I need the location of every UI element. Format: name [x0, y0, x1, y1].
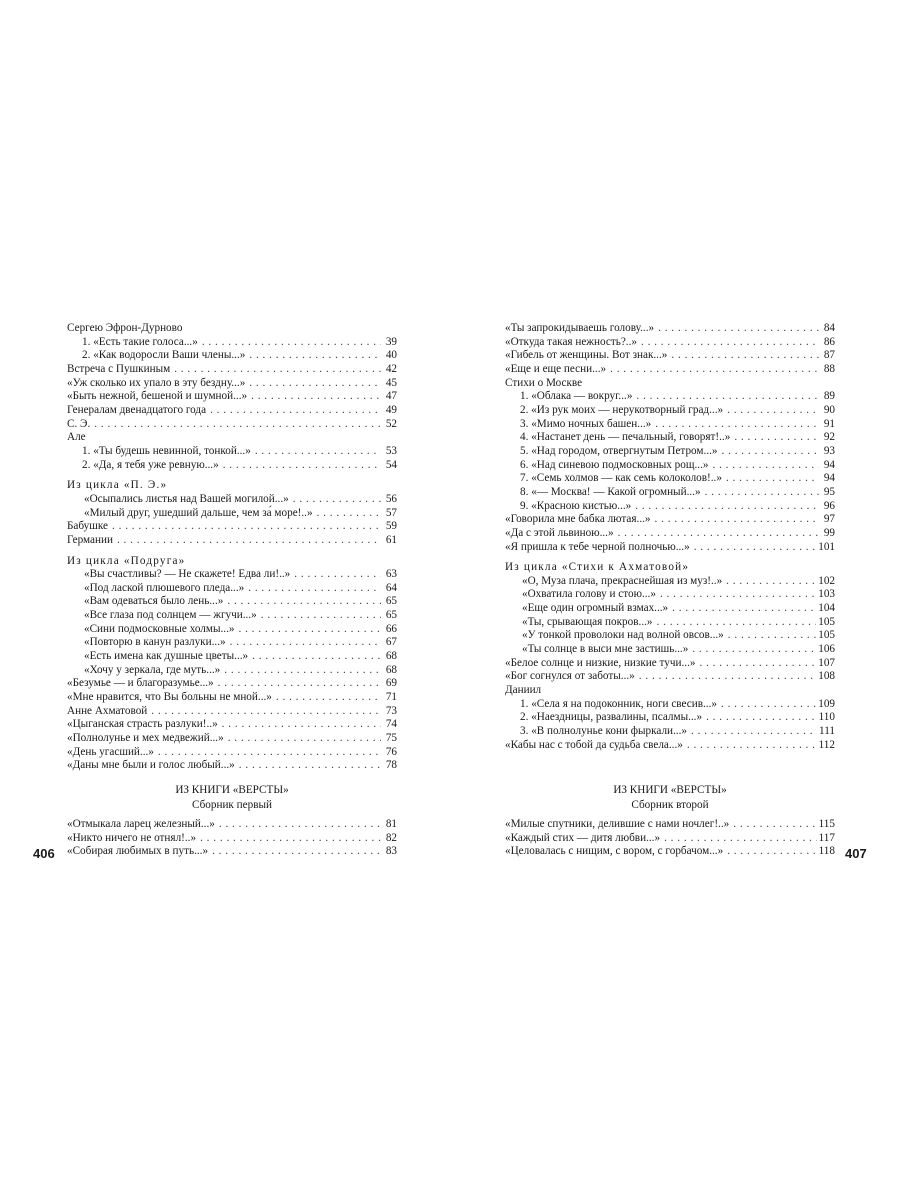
- entry-page-number: 81: [385, 818, 397, 830]
- entry-title: 2. «Как водоросли Ваши члены...»: [82, 349, 246, 362]
- dot-leader: [222, 718, 381, 732]
- entry-page-number: 54: [385, 458, 397, 471]
- cycle-heading: Из цикла «Подруга»: [67, 554, 186, 567]
- book-title: ИЗ КНИГИ «ВЕРСТЫ»: [613, 784, 727, 796]
- toc-entry: [67, 445, 397, 459]
- entry-title: 4. «Настанет день — печальный, говорят!..»: [520, 431, 731, 444]
- dot-leader: [218, 677, 381, 691]
- toc-entry: [505, 643, 835, 657]
- toc-entry: [67, 677, 397, 691]
- entry-page-number: 118: [818, 845, 835, 858]
- dot-leader: [249, 377, 381, 391]
- entry-page-number: 82: [385, 831, 397, 844]
- toc-entry: [67, 623, 397, 637]
- toc-entry: [505, 363, 835, 377]
- entry-title: «Откуда такая нежность?..»: [505, 335, 637, 348]
- entry-title: 3. «В полнолунье кони фыркали...»: [520, 725, 687, 738]
- entry-title: 1. «Ты будешь невинной, тонкой...»: [82, 444, 251, 457]
- toc-entry: [67, 459, 397, 473]
- entry-title: 2. «Да, я тебя уже ревную...»: [82, 458, 219, 471]
- entry-page-number: 90: [823, 403, 835, 416]
- entry-page-number: 87: [823, 349, 835, 362]
- page-number-left: 406: [33, 846, 55, 861]
- entry-page-number: 57: [385, 506, 397, 519]
- entry-title: 2. «Наездницы, развалины, псалмы...»: [520, 711, 703, 724]
- entry-title: «Целовалась с нищим, с вором, с горбачом...»: [505, 845, 724, 858]
- toc-entry: [67, 418, 397, 432]
- entry-page-number: 96: [823, 499, 835, 512]
- entry-page-number: 69: [385, 677, 397, 690]
- entry-page-number: 65: [385, 609, 397, 622]
- dot-leader: [635, 500, 819, 514]
- entry-page-number: 84: [823, 322, 835, 334]
- entry-title: «Охватила голову и стою...»: [522, 588, 656, 601]
- entry-title: 1. «Облака — вокруг...»: [520, 390, 633, 403]
- dot-leader: [293, 493, 381, 507]
- entry-page-number: 107: [818, 656, 835, 669]
- toc-entry: [67, 759, 397, 773]
- toc-entry: [67, 595, 397, 609]
- dot-leader: [658, 322, 819, 336]
- entry-page-number: 63: [385, 568, 397, 581]
- entry-title: 9. «Красною кистью...»: [520, 499, 632, 512]
- dot-leader: [657, 616, 817, 630]
- entry-title: «О, Муза плача, прекраснейшая из муз!..»: [522, 574, 723, 587]
- entry-page-number: 102: [818, 574, 835, 587]
- entry-page-number: 64: [385, 581, 397, 594]
- entry-title: «Есть имена как душные цветы...»: [84, 650, 249, 663]
- entry-title: 7. «Семь холмов — как семь колоколов!..»: [520, 472, 722, 485]
- toc-entry: [67, 691, 397, 705]
- toc-entry: [505, 845, 835, 859]
- toc-entry: [505, 575, 835, 589]
- entry-page-number: 104: [818, 602, 835, 615]
- dot-leader: [726, 575, 816, 589]
- toc-entry: [67, 650, 397, 664]
- book-title: ИЗ КНИГИ «ВЕРСТЫ»: [175, 784, 289, 796]
- entry-page-number: 73: [385, 704, 397, 717]
- entry-page-number: 117: [818, 831, 835, 844]
- entry-page-number: 42: [385, 362, 397, 375]
- entry-title: Анне Ахматовой: [67, 704, 148, 717]
- entry-page-number: 110: [818, 711, 835, 724]
- toc-entry: [505, 541, 835, 555]
- entry-title: «Цыганская страсть разлуки!..»: [67, 718, 218, 731]
- dot-leader: [227, 595, 381, 609]
- entry-title: «Под лаской плюшевого пледа...»: [84, 581, 245, 594]
- dot-leader: [699, 657, 816, 671]
- toc-entry: [67, 390, 397, 404]
- toc-entry: [505, 725, 835, 739]
- entry-title: «Вам одеваться было лень...»: [84, 595, 224, 608]
- dot-leader: [618, 527, 819, 541]
- toc-entry: [67, 609, 397, 623]
- toc-entry: [505, 500, 835, 514]
- entry-title: «Сини подмосковные холмы...»: [84, 622, 235, 635]
- dot-leader: [712, 459, 819, 473]
- toc-entry: [505, 486, 835, 500]
- left-book-entries: [67, 818, 397, 859]
- right-toc-column: [505, 322, 835, 752]
- entry-page-number: 86: [823, 335, 835, 348]
- toc-entry: [67, 568, 397, 582]
- entry-title: «Безумье — и благоразумье...»: [67, 677, 214, 690]
- entry-page-number: 111: [819, 725, 835, 738]
- entry-title: «Белое солнце и низкие, низкие тучи...»: [505, 656, 696, 669]
- book-subtitle: Сборник первый: [191, 799, 273, 811]
- section-heading: Сергею Эфрон-Дурново: [67, 322, 183, 334]
- toc-entry: [505, 711, 835, 725]
- toc-entry: [67, 377, 397, 391]
- entry-title: «Никто ничего не отнял!..»: [67, 831, 197, 844]
- entry-page-number: 67: [385, 636, 397, 649]
- dot-leader: [94, 418, 381, 432]
- toc-entry: [505, 322, 835, 336]
- entry-title: 2. «Из рук моих — нерукотворный град...»: [520, 403, 724, 416]
- entry-title: «Еще и еще песни...»: [505, 362, 607, 375]
- dot-leader: [261, 609, 381, 623]
- dot-leader: [687, 739, 817, 753]
- toc-entry: [67, 832, 397, 846]
- dot-leader: [219, 818, 381, 832]
- dot-leader: [639, 670, 816, 684]
- dot-leader: [727, 845, 816, 859]
- dot-leader: [200, 832, 381, 846]
- entry-page-number: 71: [385, 691, 397, 704]
- entry-page-number: 101: [818, 540, 835, 553]
- dot-leader: [692, 643, 816, 657]
- entry-title: 1. «Села я на подоконник, ноги свесив...»: [520, 697, 717, 710]
- entry-page-number: 109: [818, 697, 835, 710]
- dot-leader: [228, 732, 381, 746]
- entry-title: «У тонкой проволоки над волной овсов...»: [522, 629, 724, 642]
- entry-page-number: 65: [385, 595, 397, 608]
- entry-page-number: 94: [823, 472, 835, 485]
- entry-page-number: 88: [823, 362, 835, 375]
- entry-title: «Все глаза под солнцем — жгучи...»: [84, 609, 257, 622]
- section-spacer: [67, 548, 397, 555]
- entry-title: «Каждый стих — дитя любви...»: [505, 831, 661, 844]
- toc-entry: [505, 527, 835, 541]
- entry-page-number: 108: [818, 670, 835, 683]
- toc-entry: [505, 670, 835, 684]
- entry-page-number: 78: [385, 759, 397, 772]
- toc-entry: [505, 818, 835, 832]
- toc-entry: [67, 363, 397, 377]
- toc-entry: [505, 588, 835, 602]
- dot-leader: [727, 404, 819, 418]
- entry-title: «Быть нежной, бешеной и шумной...»: [67, 390, 248, 403]
- toc-entry: [505, 657, 835, 671]
- entry-title: «Говорила мне бабка лютая...»: [505, 513, 651, 526]
- entry-title: 1. «Есть такие голоса...»: [82, 335, 198, 348]
- section-spacer: [67, 472, 397, 479]
- dot-leader: [706, 711, 817, 725]
- toc-entry: [505, 629, 835, 643]
- entry-title: «Мне нравится, что Вы больны не мной...»: [67, 691, 272, 704]
- entry-title: «Хочу у зеркала, где муть...»: [84, 663, 221, 676]
- entry-page-number: 99: [823, 526, 835, 539]
- toc-entry: [505, 336, 835, 350]
- entry-page-number: 103: [818, 588, 835, 601]
- entry-title: «Еще один огромный взмах...»: [522, 602, 669, 615]
- toc-entry: [505, 390, 835, 404]
- entry-page-number: 52: [385, 417, 397, 430]
- entry-page-number: 59: [385, 520, 397, 533]
- dot-leader: [694, 541, 817, 555]
- entry-title: «Полнолунье и мех медвежий...»: [67, 732, 224, 745]
- book-subtitle: Сборник второй: [631, 799, 709, 811]
- dot-leader: [660, 588, 816, 602]
- toc-entry: [67, 582, 397, 596]
- book-section-heading-right: [505, 783, 835, 813]
- entry-title: «Да с этой львиною...»: [505, 526, 614, 539]
- entry-page-number: 49: [385, 403, 397, 416]
- cycle-heading: Из цикла «П. Э.»: [67, 479, 168, 492]
- toc-entry: [505, 349, 835, 363]
- toc-entry: [67, 493, 397, 507]
- section-heading: Але: [67, 431, 86, 444]
- page-number-right: 407: [845, 846, 867, 861]
- dot-leader: [210, 404, 381, 418]
- entry-page-number: 93: [823, 444, 835, 457]
- toc-entry: [67, 746, 397, 760]
- dot-leader: [252, 650, 381, 664]
- toc-entry: [67, 534, 397, 548]
- dot-leader: [610, 363, 819, 377]
- entry-title: «Милые спутники, делившие с нами ночлег!..»: [505, 818, 730, 830]
- dot-leader: [230, 636, 381, 650]
- section-heading: Даниил: [505, 684, 542, 697]
- entry-title: «Уж сколько их упало в эту бездну...»: [67, 376, 246, 389]
- dot-leader: [672, 602, 816, 616]
- dot-leader: [112, 520, 381, 534]
- entry-title: «Отмыкала ларец железный...»: [67, 818, 215, 830]
- section-heading: Стихи о Москве: [505, 376, 583, 389]
- dot-leader: [705, 486, 819, 500]
- entry-page-number: 97: [823, 513, 835, 526]
- entry-title: «Гибель от женщины. Вот знак...»: [505, 349, 668, 362]
- entry-page-number: 61: [385, 533, 397, 546]
- dot-leader: [671, 349, 819, 363]
- entry-page-number: 91: [823, 417, 835, 430]
- entry-page-number: 112: [818, 738, 835, 751]
- dot-leader: [224, 664, 381, 678]
- toc-entry: [505, 418, 835, 432]
- entry-page-number: 39: [385, 335, 397, 348]
- dot-leader: [722, 445, 819, 459]
- toc-entry: [67, 336, 397, 350]
- dot-leader: [726, 472, 819, 486]
- entry-page-number: 83: [385, 845, 397, 858]
- entry-page-number: 94: [823, 458, 835, 471]
- entry-title: 8. «— Москва! — Какой огромный...»: [520, 485, 701, 498]
- toc-entry: [67, 404, 397, 418]
- entry-page-number: 45: [385, 376, 397, 389]
- dot-leader: [664, 832, 817, 846]
- toc-entry: [67, 507, 397, 521]
- toc-entry: [505, 445, 835, 459]
- dot-leader: [655, 513, 819, 527]
- section-spacer: [505, 554, 835, 561]
- dot-leader: [117, 534, 381, 548]
- entry-title: «Ты солнце в выси мне застишь...»: [522, 643, 689, 656]
- dot-leader: [655, 418, 819, 432]
- entry-title: 5. «Над городом, отвергнутым Петром...»: [520, 444, 718, 457]
- dot-leader: [294, 568, 381, 582]
- entry-page-number: 75: [385, 732, 397, 745]
- left-toc-column: [67, 322, 397, 773]
- entry-page-number: 105: [818, 629, 835, 642]
- dot-leader: [223, 459, 381, 473]
- entry-page-number: 76: [385, 745, 397, 758]
- dot-leader: [276, 691, 381, 705]
- toc-entry: [505, 616, 835, 630]
- entry-page-number: 53: [385, 444, 397, 457]
- entry-title: С. Э.: [67, 417, 91, 430]
- dot-leader: [248, 582, 381, 596]
- dot-leader: [212, 845, 381, 859]
- entry-title: Германии: [67, 533, 113, 546]
- dot-leader: [174, 363, 381, 377]
- toc-entry: [67, 732, 397, 746]
- entry-page-number: 105: [818, 615, 835, 628]
- toc-entry: [505, 472, 835, 486]
- dot-leader: [641, 336, 819, 350]
- toc-entry: [505, 832, 835, 846]
- book-section-heading-left: [67, 783, 397, 813]
- entry-page-number: 40: [385, 349, 397, 362]
- dot-leader: [734, 431, 819, 445]
- toc-entry: [67, 349, 397, 363]
- toc-entry: [505, 404, 835, 418]
- right-book-entries: [505, 818, 835, 859]
- dot-leader: [251, 390, 381, 404]
- entry-page-number: 66: [385, 622, 397, 635]
- toc-entry: [505, 459, 835, 473]
- toc-entry: [67, 636, 397, 650]
- dot-leader: [202, 336, 381, 350]
- toc-entry: [505, 739, 835, 753]
- entry-title: Бабушке: [67, 520, 108, 533]
- entry-page-number: 95: [823, 485, 835, 498]
- toc-entry: [505, 513, 835, 527]
- toc-entry: [67, 818, 397, 832]
- entry-page-number: 68: [385, 650, 397, 663]
- entry-page-number: 74: [385, 718, 397, 731]
- dot-leader: [317, 507, 381, 521]
- entry-title: «Осыпались листья над Вашей могилой...»: [84, 492, 289, 505]
- toc-entry: [67, 705, 397, 719]
- dot-leader: [151, 705, 381, 719]
- entry-title: Встреча с Пушкиным: [67, 362, 171, 375]
- entry-title: «Собирая любимых в путь...»: [67, 845, 209, 858]
- entry-title: 3. «Мимо ночных башен...»: [520, 417, 652, 430]
- entry-title: 6. «Над синевою подмосковных рощ...»: [520, 458, 709, 471]
- dot-leader: [636, 390, 819, 404]
- entry-title: Генералам двенадцатого года: [67, 403, 207, 416]
- dot-leader: [728, 629, 816, 643]
- entry-title: «Вы счастливы? — Не скажете! Едва ли!..»: [84, 568, 291, 581]
- entry-title: «Я пришла к тебе черной полночью...»: [505, 540, 690, 553]
- entry-page-number: 89: [823, 390, 835, 403]
- toc-entry: [67, 520, 397, 534]
- dot-leader: [158, 746, 381, 760]
- entry-title: «День угасший...»: [67, 745, 154, 758]
- entry-title: «Милый друг, ушедший дальше, чем за́ море!..»: [84, 506, 313, 519]
- toc-entry: [67, 718, 397, 732]
- dot-leader: [249, 349, 381, 363]
- dot-leader: [691, 725, 817, 739]
- entry-title: «Бог согнулся от заботы...»: [505, 670, 635, 683]
- dot-leader: [238, 623, 381, 637]
- entry-title: «Ты, срывающая покров...»: [522, 615, 653, 628]
- toc-entry: [505, 431, 835, 445]
- toc-entry: [67, 845, 397, 859]
- dot-leader: [733, 818, 816, 832]
- dot-leader: [255, 445, 381, 459]
- entry-title: «Повторю в канун разлуки...»: [84, 636, 226, 649]
- entry-title: «Ты запрокидываешь голову...»: [505, 322, 655, 334]
- entry-page-number: 68: [385, 663, 397, 676]
- entry-page-number: 115: [818, 818, 835, 830]
- dot-leader: [721, 698, 816, 712]
- entry-page-number: 92: [823, 431, 835, 444]
- entry-page-number: 56: [385, 492, 397, 505]
- entry-title: «Кабы нас с тобой да судьба свела...»: [505, 738, 683, 751]
- dot-leader: [239, 759, 381, 773]
- toc-entry: [67, 664, 397, 678]
- entry-page-number: 47: [385, 390, 397, 403]
- toc-entry: [505, 698, 835, 712]
- toc-entry: [505, 602, 835, 616]
- entry-page-number: 106: [818, 643, 835, 656]
- cycle-heading: Из цикла «Стихи к Ахматовой»: [505, 561, 690, 574]
- entry-title: «Даны мне были и голос любый...»: [67, 759, 235, 772]
